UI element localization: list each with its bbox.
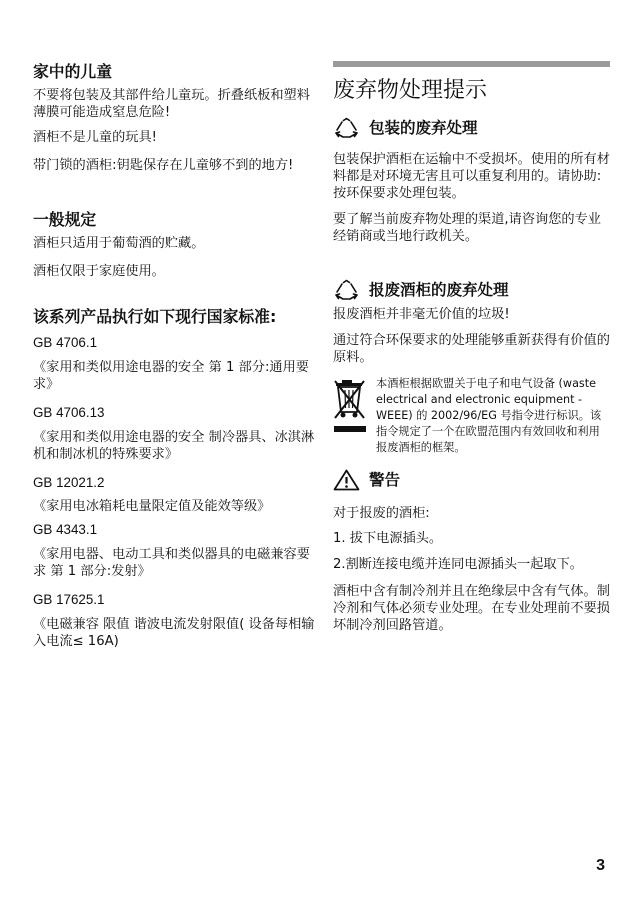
- warning-step-2: 2.割断连接电缆并连同电源插头一起取下。: [333, 557, 583, 572]
- children-paragraph-1: 不要将包装及其部件给儿童玩。折叠纸板和塑料薄膜可能造成窒息危险!: [33, 88, 310, 120]
- standard-description: 《家用电冰箱耗电量限定值及能效等级》: [33, 499, 271, 514]
- standard-description: 《家用和类似用途电器的安全 制冷器具、冰淇淋机和制冰机的特殊要求》: [33, 430, 315, 462]
- weee-bin-icon: [333, 378, 367, 434]
- scrap-paragraph-2: 通过符合环保要求的处理能够重新获得有价值的原料。: [333, 333, 610, 365]
- standard-code: GB 12021.2: [33, 475, 105, 490]
- packaging-paragraph-2: 要了解当前废弃物处理的渠道,请咨询您的专业经销商或当地行政机关。: [333, 212, 601, 244]
- general-paragraph-2: 酒柜仅限于家庭使用。: [33, 264, 165, 279]
- weee-notice: 本酒柜根据欧盟关于电子和电气设备 (waste electrical and electronic equipment - WEEE) 的 2002/96/EG 号指令进行标识。该指令规定了一个在欧盟范围内有效回收和利用报废酒柜的框架。: [376, 377, 602, 454]
- scrap-paragraph-1: 报废酒柜并非毫无价值的垃圾!: [333, 307, 510, 322]
- packaging-heading-label: 包装的废弃处理: [369, 119, 478, 137]
- standard-code: GB 4706.1: [33, 335, 98, 350]
- standard-description: 《家用和类似用途电器的安全 第 1 部分:通用要求》: [33, 360, 309, 392]
- standard-code: GB 4706.13: [33, 405, 105, 420]
- warning-heading-label: 警告: [369, 471, 401, 489]
- standard-code: GB 4343.1: [33, 522, 98, 537]
- children-paragraph-2: 酒柜不是儿童的玩具!: [33, 130, 157, 145]
- warning-icon: [333, 469, 360, 491]
- scrap-heading: [333, 279, 509, 301]
- warning-intro: 对于报废的酒柜:: [333, 506, 430, 521]
- general-paragraph-1: 酒柜只适用于葡萄酒的贮藏。: [33, 236, 205, 251]
- section-divider-bar: [333, 61, 610, 67]
- general-heading: 一般规定: [33, 210, 97, 229]
- warning-paragraph: 酒柜中含有制冷剂并且在绝缘层中含有气体。制冷剂和气体必须专业处理。在专业处理前不要损坏制冷剂回路管道。: [333, 584, 610, 633]
- warning-heading: [333, 469, 400, 491]
- standard-description: 《电磁兼容 限值 谐波电流发射限值( 设备每相输入电流≤ 16A): [33, 617, 315, 649]
- standards-heading: 该系列产品执行如下现行国家标准:: [33, 307, 277, 326]
- page-number: 3: [596, 857, 605, 874]
- recycle-icon: [333, 279, 360, 301]
- children-heading: 家中的儿童: [33, 62, 112, 81]
- scrap-heading-label: 报废酒柜的废弃处理: [369, 281, 509, 299]
- recycle-icon: [333, 117, 360, 139]
- standard-description: 《家用电器、电动工具和类似器具的电磁兼容要求 第 1 部分:发射》: [33, 547, 310, 579]
- warning-step-1: 1. 拔下电源插头。: [333, 531, 443, 546]
- packaging-paragraph-1: 包装保护酒柜在运输中不受损坏。使用的所有材料都是对环境无害且可以重复利用的。请协助:按环保要求处理包装。: [333, 152, 610, 201]
- packaging-heading: [333, 117, 478, 139]
- standard-code: GB 17625.1: [33, 592, 105, 607]
- children-paragraph-3: 带门锁的酒柜:钥匙保存在儿童够不到的地方!: [33, 158, 294, 173]
- page-title: 废弃物处理提示: [333, 78, 488, 103]
